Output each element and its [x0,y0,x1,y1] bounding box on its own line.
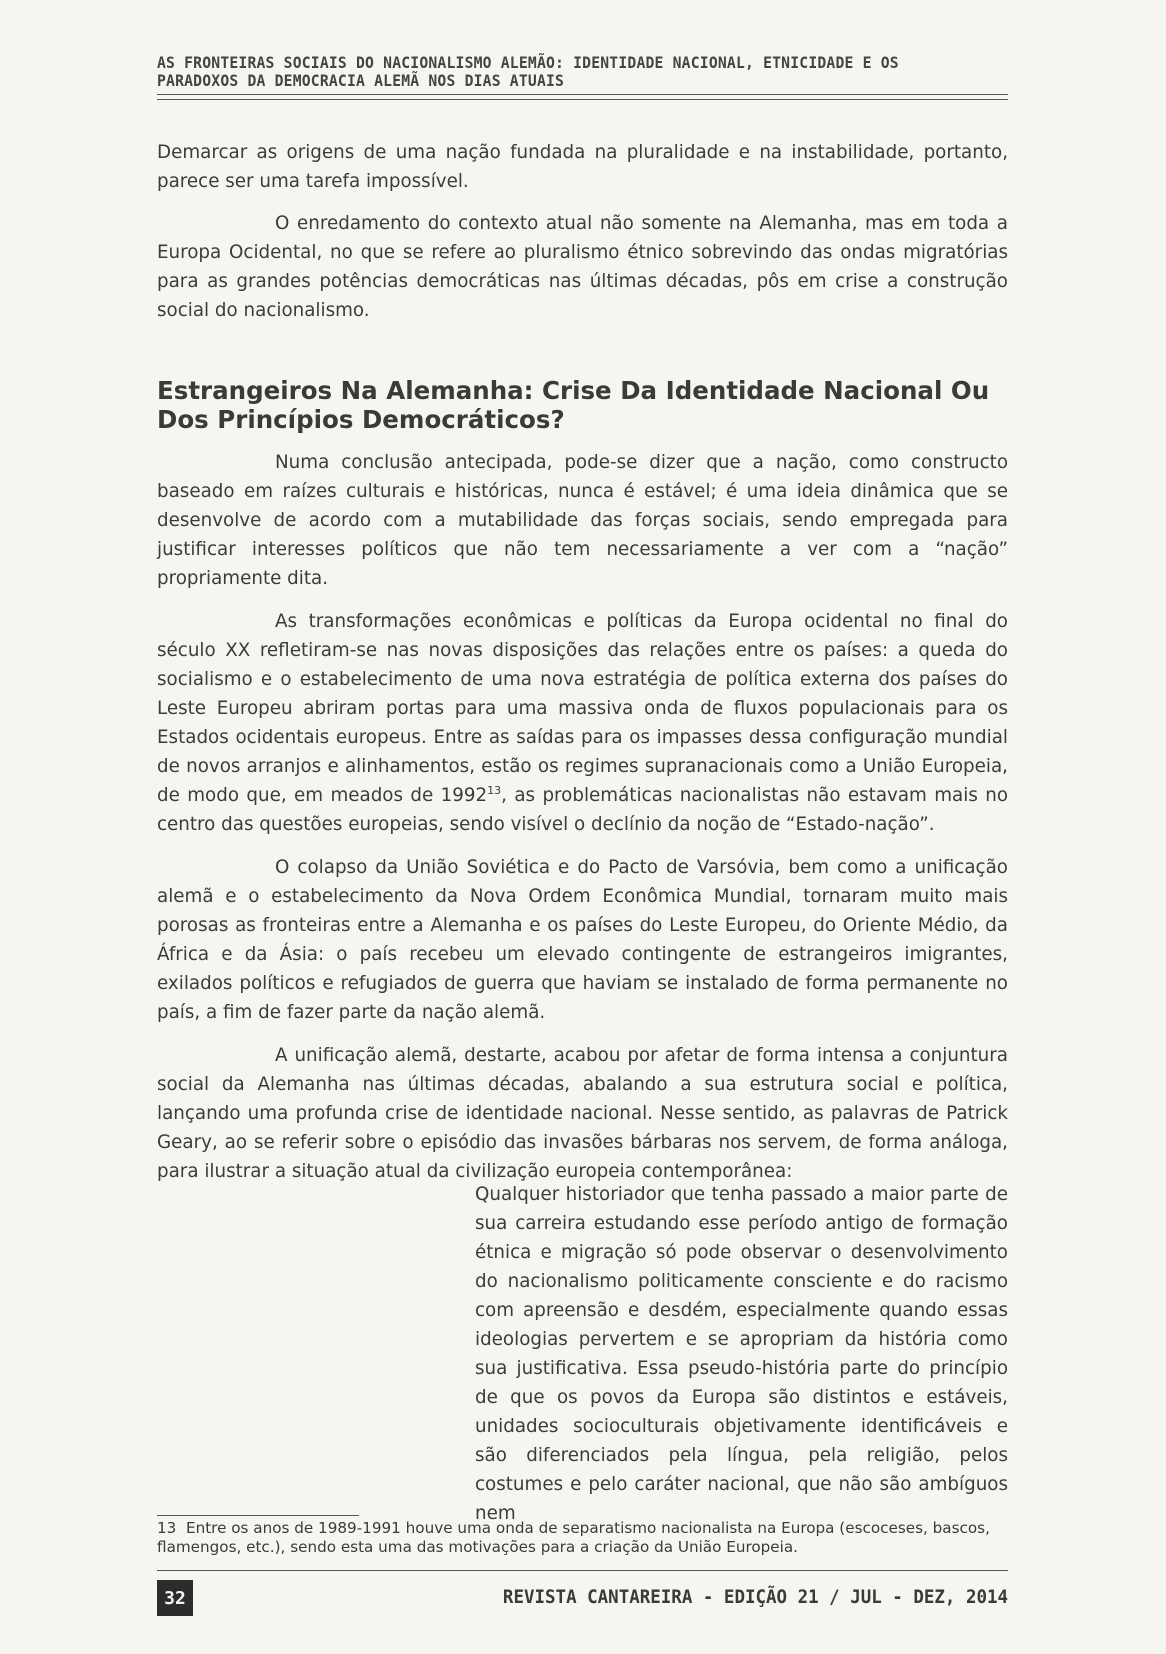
paragraph: O colapso da União Soviética e do Pacto de Varsóvia, bem como a unificação alemã e o estabelecimento da Nova Ordem Econômica Mundial, tornaram muito mais porosas as fronteiras entre a Alemanha e os países do Leste Europeu, do Oriente Médio, da África e da Ásia: o país recebeu um elevado contingente de estrangeiros imigrantes, exilados políticos e refugiados de guerra que haviam se instalado de forma permanente no país, a fim de fazer parte da nação alemã. [157,857,1008,1023]
section-heading: Estrangeiros Na Alemanha: Crise Da Identidade Nacional Ou Dos Princípios Democráticos? [157,376,990,434]
running-header-line-1: AS FRONTEIRAS SOCIAIS DO NACIONALISMO ALEMÃO: IDENTIDADE NACIONAL, ETNICIDADE E OS [157,53,899,72]
block-quote: Qualquer historiador que tenha passado a maior parte de sua carreira estudando esse período antigo de formação étnica e migração só pode observar o desenvolvimento do nacionalismo politicamente consciente e do racismo com apreensão e desdém, especialmente quando essas ideologias pervertem e se apropriam da história como sua justificativa. Essa pseudo-história parte do princípio de que os povos da Europa são distintos e estáveis, unidades socioculturais objetivamente identificáveis e são diferenciados pela língua, pela religião, pelos costumes e pelo caráter nacional, que não são ambíguos nem [475,1184,1008,1524]
footnote-reference[interactable]: 13 [487,783,502,797]
intro-text [157,138,1008,325]
running-header [157,54,939,90]
footnote-number: 13 [157,1519,177,1537]
paragraph-text: As transformações econômicas e políticas da Europa ocidental no final do século XX refletiram-se nas novas disposições das relações entre os países: a queda do socialismo e o estabelecimento de uma nova estratégia de política externa dos países do Leste Europeu abriram portas para uma massiva onda de fluxos populacionais para os Estados ocidentais europeus. Entre as saídas para os impasses dessa configuração mundial de novos arranjos e alinhamentos, estão os regimes supranacionais como a União Europeia, de modo que, em meados de 1992 [157,611,1008,806]
paragraph: A unificação alemã, destarte, acabou por afetar de forma intensa a conjuntura social da Alemanha nas últimas décadas, abalando a sua estrutura social e política, lançando uma profunda crise de identidade nacional. Nesse sentido, as palavras de Patrick Geary, ao se referir sobre o episódio das invasões bárbaras nos servem, de forma análoga, para ilustrar a situação atual da civilização europeia contemporânea: [157,1045,1008,1182]
footnote-text: Entre os anos de 1989-1991 houve uma onda de separatismo nacionalista na Europa (escoceses, bascos, flamengos, etc.), sendo esta uma das motivações para a criação da União Europeia. [157,1519,990,1556]
footer-rule [157,1570,1008,1571]
page-number: 32 [157,1580,193,1616]
footnote [157,1519,1008,1557]
header-rule-secondary [157,99,1008,100]
paragraph: O enredamento do contexto atual não somente na Alemanha, mas em toda a Europa Ocidental, no que se refere ao pluralismo étnico sobrevindo das ondas migratórias para as grandes potências democráticas nas últimas décadas, pôs em crise a construção social do nacionalismo. [157,213,1008,321]
header-rule [157,94,1008,95]
footnote-separator [157,1515,359,1516]
journal-name: REVISTA CANTAREIRA - EDIÇÃO 21 / JUL - DEZ, 2014 [502,1586,1008,1608]
paragraph: Demarcar as origens de uma nação fundada na pluralidade e na instabilidade, portanto, parece ser uma tarefa impossível. [157,142,1008,192]
running-header-line-2: PARADOXOS DA DEMOCRACIA ALEMÃ NOS DIAS ATUAIS [157,71,565,90]
paragraph-text: , as problemáticas nacionalistas não estavam mais no centro das questões europeias, sendo visível o declínio da noção de “Estado-nação”. [157,785,1008,835]
section-body [157,448,1008,1186]
paragraph [157,607,1008,839]
paragraph: Numa conclusão antecipada, pode-se dizer que a nação, como constructo baseado em raízes culturais e históricas, nunca é estável; é uma ideia dinâmica que se desenvolve de acordo com a mutabilidade das forças sociais, sendo empregada para justificar interesses políticos que não tem necessariamente a ver com a “nação” propriamente dita. [157,452,1008,589]
